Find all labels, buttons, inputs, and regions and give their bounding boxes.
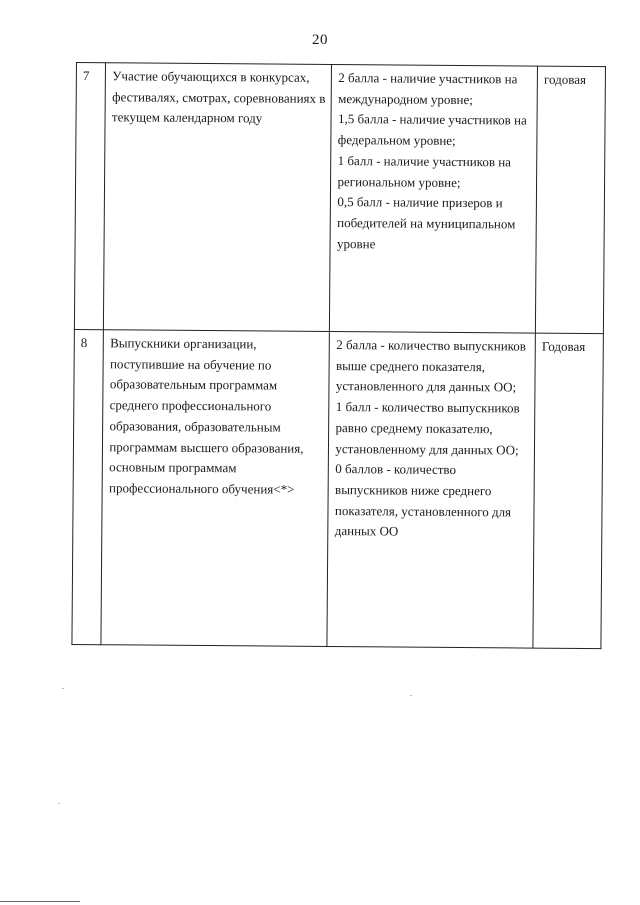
page-number: 20	[312, 32, 328, 48]
scan-speck	[58, 803, 60, 804]
table-row	[74, 63, 605, 334]
footnote-rule	[0, 901, 80, 902]
score-item: 0 баллов - количество выпускников ниже среднего показателя, установленного для данных ОО	[334, 461, 512, 539]
criterion-cell: Участие обучающихся в конкурсах, фестивалях, смотрах, соревнованиях в текущем календарном году	[104, 63, 332, 332]
scan-speck	[62, 688, 64, 689]
table-row	[72, 329, 603, 648]
criteria-table	[71, 62, 606, 649]
scores-cell	[327, 332, 535, 649]
criterion-cell: Выпускники организации, поступившие на обучение по образовательным программам среднего профессионального образования, образовательным программам высшего образования, основным программам профессионального обучения<*>	[101, 330, 330, 647]
row-number: 7	[74, 63, 105, 330]
score-item: 1,5 балла - наличие участников на федеральном уровне;	[337, 111, 527, 149]
scan-speck	[410, 695, 412, 696]
scores-cell	[330, 65, 538, 334]
score-item: 1 балл - количество выпускников равно среднему показателю, установленному для данных ОО;	[335, 399, 520, 458]
score-item: 2 балла - наличие участников на международном уровне;	[338, 70, 518, 107]
period-cell: годовая	[536, 66, 606, 334]
score-item: 1 балл - наличие участников на региональном уровне;	[337, 152, 512, 190]
period-cell: Годовая	[533, 333, 603, 649]
score-item: 2 балла - количество выпускников выше среднего показателя, установленного для данных ОО;	[335, 337, 527, 395]
row-number: 8	[72, 329, 104, 644]
score-item: 0,5 балл - наличие призеров и победителей на муниципальном уровне	[336, 194, 516, 251]
